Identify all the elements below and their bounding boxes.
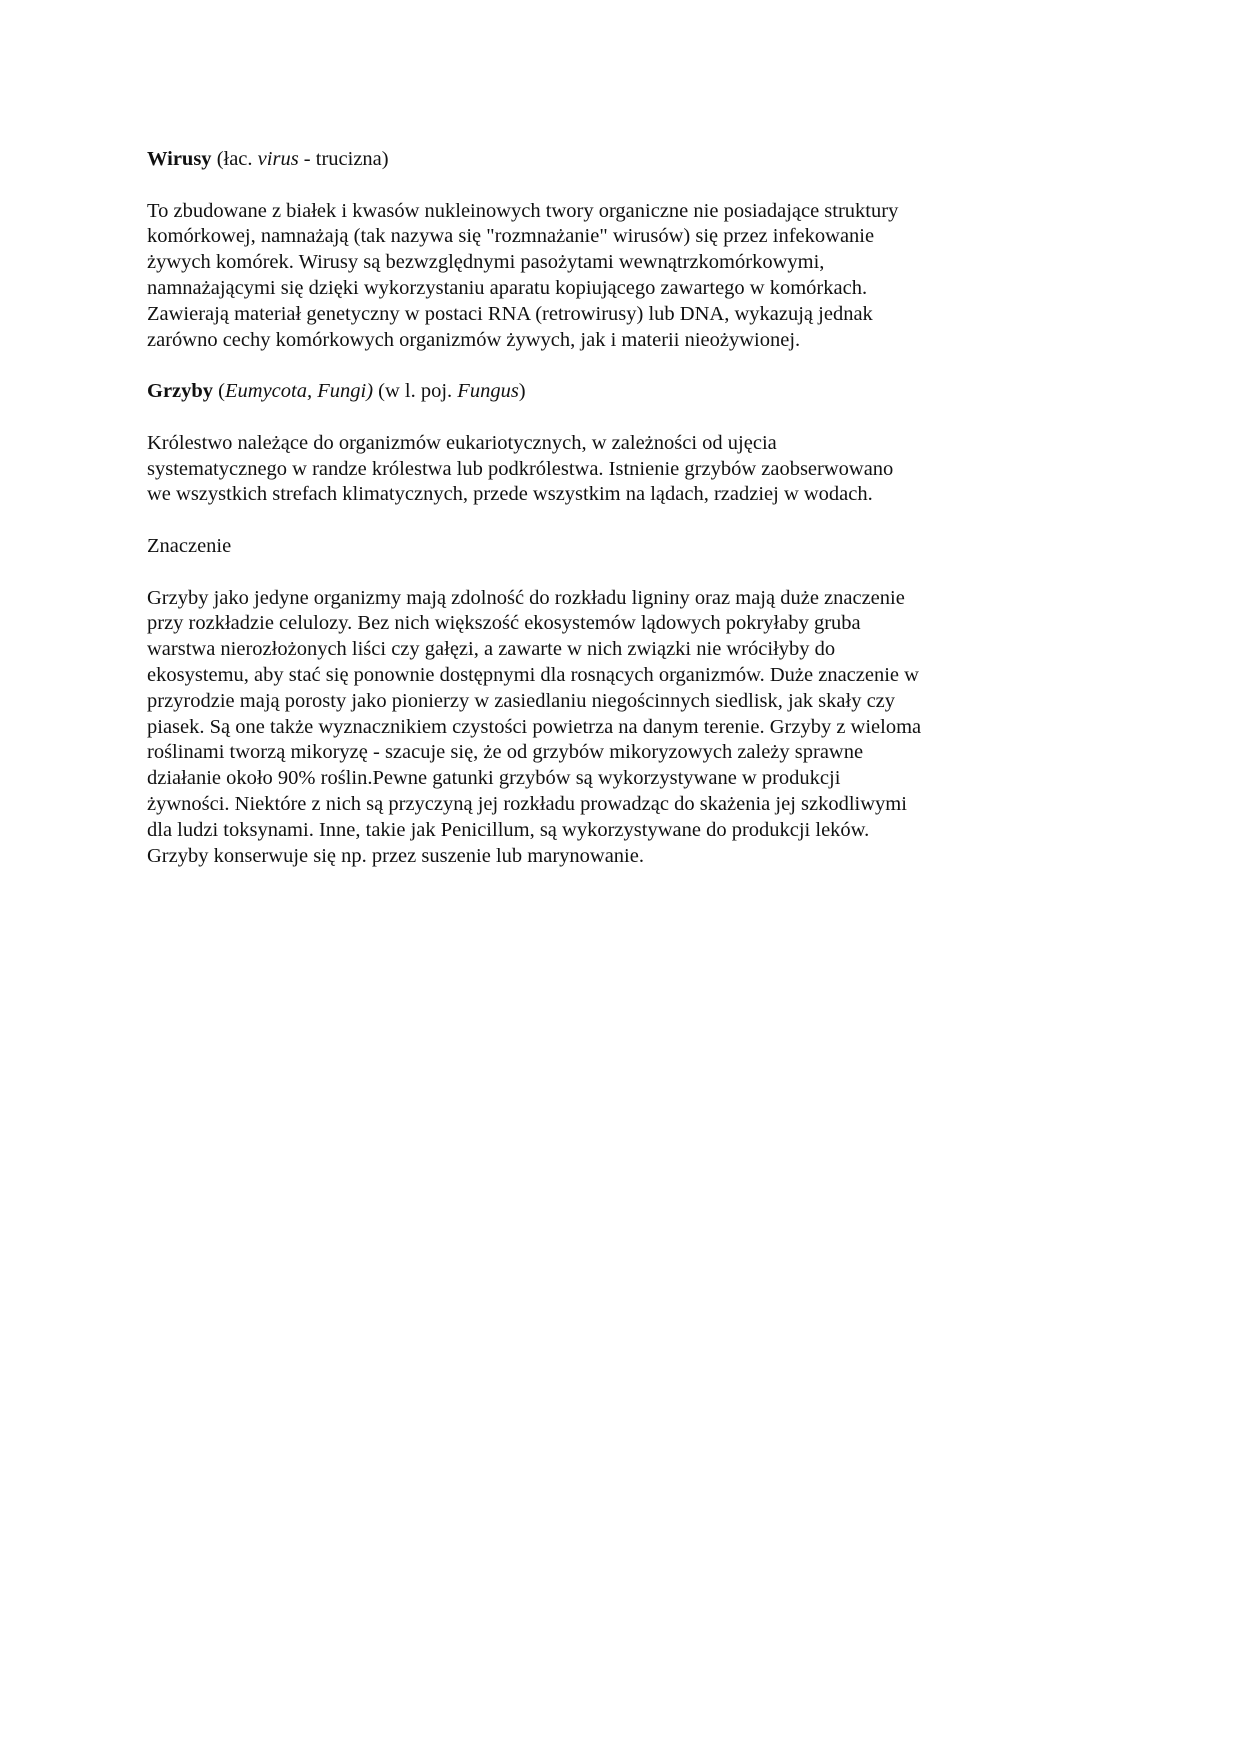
text-line: roślinami tworzą mikoryzę - szacuje się, że od grzybów mikoryzowych zależy sprawne [147, 741, 864, 764]
paragraph-fungi [147, 431, 1107, 508]
text-line: żywności. Niektóre z nich są przyczyną jej rozkładu prowadząc do skażenia jej szkodliwymi [147, 792, 907, 815]
text-line: żywych komórek. Wirusy są bezwzględnymi pasożytami wewnątrzkomórkowymi, [147, 251, 825, 274]
text-line: we wszystkich strefach klimatycznych, przede wszystkim na lądach, rzadziej w wodach. [147, 483, 873, 506]
text-line: Zawierają materiał genetyczny w postaci RNA (retrowirusy) lub DNA, wykazują jednak [147, 302, 873, 325]
heading-fungi-title: Grzyby [147, 380, 214, 403]
text-line: przyrodzie mają porosty jako pionierzy w zasiedlaniu niegościnnych siedlisk, jak skały czy [147, 689, 896, 712]
text-line: Grzyby konserwuje się np. przez suszenie lub marynowanie. [147, 844, 644, 867]
text-line: systematycznego w randze królestwa lub podkrólestwa. Istnienie grzybów zaobserwowano [147, 457, 894, 480]
text-line: Grzyby jako jedyne organizmy mają zdolność do rozkładu ligniny oraz mają duże znaczenie [147, 586, 905, 609]
heading-text: ( [213, 380, 225, 403]
heading-text: ) [518, 380, 526, 403]
latin-term: virus [257, 148, 299, 170]
paragraph-viruses [147, 199, 1107, 354]
latin-term: Fungus [457, 380, 519, 403]
heading-fungi [147, 379, 1107, 405]
paragraph-significance [147, 586, 1107, 870]
text-line: działanie około 90% roślin.Pewne gatunki grzybów są wykorzystywane w produkcji [147, 767, 841, 790]
heading-significance: Znaczenie [147, 534, 232, 557]
text-line: dla ludzi toksynami. Inne, takie jak Penicillum, są wykorzystywane do produkcji leków. [147, 818, 870, 841]
text-line: Królestwo należące do organizmów eukariotycznych, w zależności od ujęcia [147, 431, 777, 454]
text-line: To zbudowane z białek i kwasów nukleinowych twory organiczne nie posiadające struktury [147, 199, 899, 222]
document-page [147, 147, 1107, 895]
text-line: przy rozkładzie celulozy. Bez nich większość ekosystemów lądowych pokryłaby gruba [147, 612, 861, 635]
text-line: ekosystemu, aby stać się ponownie dostępnymi dla rosnących organizmów. Duże znaczenie w [147, 663, 919, 686]
heading-text: - trucizna) [298, 148, 389, 170]
heading-viruses-title: Wirusy [147, 148, 212, 170]
text-line: warstwa nierozłożonych liści czy gałęzi, a zawarte w nich związki nie wróciłyby do [147, 638, 836, 661]
text-line: namnażającymi się dzięki wykorzystaniu aparatu kopiującego zawartego w komórkach. [147, 276, 868, 299]
text-line: piasek. Są one także wyznacznikiem czystości powietrza na danym terenie. Grzyby z wieloma [147, 715, 922, 738]
heading-viruses [147, 147, 1107, 173]
text-line: zarówno cechy komórkowych organizmów żywych, jak i materii nieożywionej. [147, 328, 801, 351]
heading-text: (w l. poj. [373, 380, 458, 403]
text-line: komórkowej, namnażają (tak nazywa się "rozmnażanie" wirusów) się przez infekowanie [147, 225, 875, 248]
latin-term: Eumycota, Fungi) [225, 380, 374, 403]
heading-text: (łac. [211, 148, 258, 170]
